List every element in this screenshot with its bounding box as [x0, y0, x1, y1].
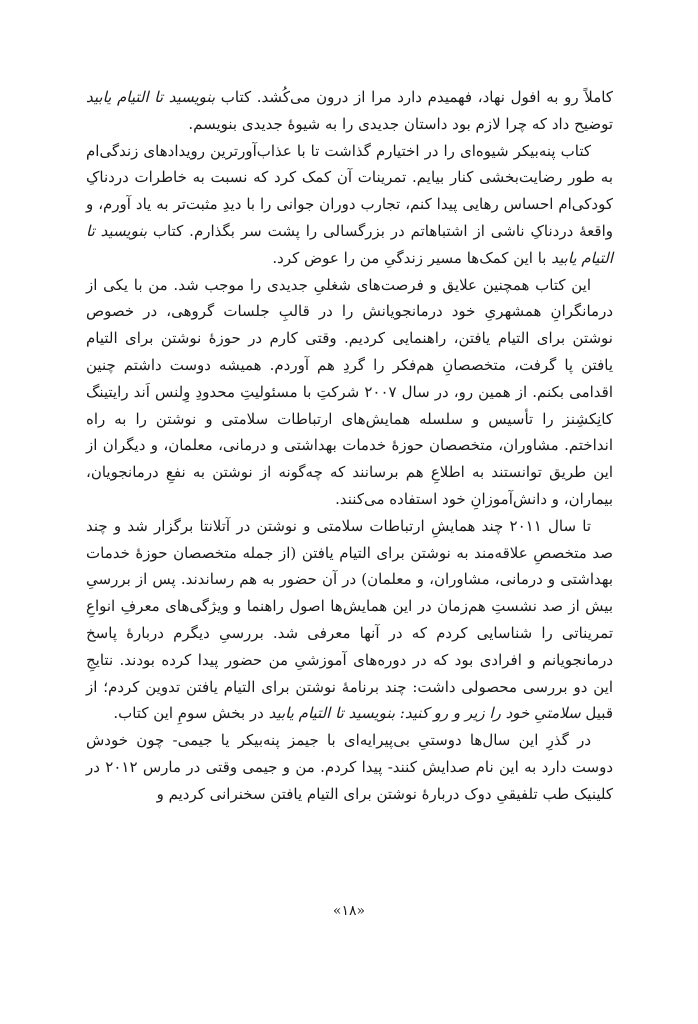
paragraph-4 — [86, 513, 613, 727]
paragraph-5 — [86, 727, 613, 807]
text-run: با این کمک‌ها مسیر زندگیِ من را عوض کرد. — [272, 248, 552, 267]
page-number: «۱۸» — [332, 903, 366, 919]
text-run: در گذرِ این سال‌ها دوستیِ بی‌پیرایه‌ای با جیمز پنه‌بیکر یا جیمی- چون خودش دوست دارد به این نام صدایش کنند- پیدا کردم. من و جیمی وقتی در مارس ۲۰۱۲ در کلینیک طب تلفیقیِ دوک دربارهٔ نوشتن برای التیام یافتن سخنرانی کردیم و — [86, 731, 613, 803]
paragraph-3 — [86, 272, 613, 513]
paragraph-2 — [86, 138, 613, 272]
book-title-italic: بنویسید تا التیام یابید — [86, 221, 613, 267]
text-run: این کتاب همچنین علایق و فرصت‌های شغلیِ جدیدی را موجب شد. من با یکی از درمانگرانِ همشهریِ خود درمانجویانش را در قالبِ جلسات گروهی، در خصوص نوشتن برای التیام یافتن، راهنمایی کردیم. وقتی کارم در حوزهٔ نوشتن برای التیام یافتن پا گرفت، متخصصانِ هم‌فکر را گردِ هم آوردم. همیشه دوست داشتم چنین اقدامی بکنم. از همین رو، در سال ۲۰۰۷ شرکتِ با مسئولیتِ محدودِ وِلنس اَند رایتینگ کانِکشِنز را تأسیس و سلسله همایش‌های ارتباطات سلامتی و نوشتن را به راه انداختم. مشاوران، متخصصان حوزهٔ خدمات بهداشتی و درمانی، معلمان، و دیگران از این طریق توانستند به اطلاعِ هم برسانند که چه‌گونه از نوشتن به نفعِ درمانجویان، بیماران، و دانش‌آموزانِ خود استفاده می‌کنند. — [86, 275, 613, 508]
text-run: توضیح داد که چرا لازم بود داستان جدیدی را به شیوهٔ جدیدی بنویسم. — [188, 114, 613, 133]
book-title-italic: سلامتیِ خود را زیر و رو کنید: بنویسید تا التیام یابید — [268, 704, 581, 723]
text-run: کاملاً رو به افول نهاد، فهمیدم دارد مرا از درون می‌کُشد. کتاب — [215, 88, 613, 106]
text-run: تا سال ۲۰۱۱ چند همایشِ ارتباطات سلامتی و نوشتن در آتلانتا برگزار شد و چند صد متخصصِ علاقه‌مند به نوشتن برای التیام یافتن (از جمله متخصصان حوزهٔ خدمات بهداشتی و درمانی، مشاوران، و معلمان) در آن حضور به هم رساندند. پس از بررسیِ بیش از صد نشستِ هم‌زمان در این همایش‌ها اصول راهنما و ویژگی‌های معرفِ انواعِ تمریناتی را شناسایی کردم که در آنها معرفی شد. بررسیِ دیگرم دربارهٔ پاسخ درمانجویانم و افرادی بود که در دوره‌های آموزشیِ من حضور پیدا کرده بودند. نتایجِ این دو بررسی محصولی داشت: چند برنامهٔ نوشتن برای التیام یافتن تدوین کردم؛ از قبیل — [86, 516, 613, 723]
paragraph-1 — [86, 84, 613, 138]
text-run: در بخش سومِ این کتاب. — [113, 704, 269, 723]
book-title-italic: بنویسید تا التیام یابید — [86, 88, 216, 106]
body-text — [86, 84, 613, 808]
text-run: کتاب پنه‌بیکر شیوه‌ای را در اختیارم گذاشت تا با عذاب‌آورترین رویدادهای زندگی‌ام به طور رضایت‌بخشی کنار بیایم. تمرینات آن کمک کرد که نسبت به خاطرات دردناکِ کودکی‌ام احساس رهایی پیدا کنم، تجارب دوران جوانی را با دیدِ مثبت‌تر به یاد آورم، و واقعهٔ دردناکِ ناشی از اشتباهاتم در بزرگسالی را پشت سر بگذارم. کتاب — [86, 141, 614, 240]
